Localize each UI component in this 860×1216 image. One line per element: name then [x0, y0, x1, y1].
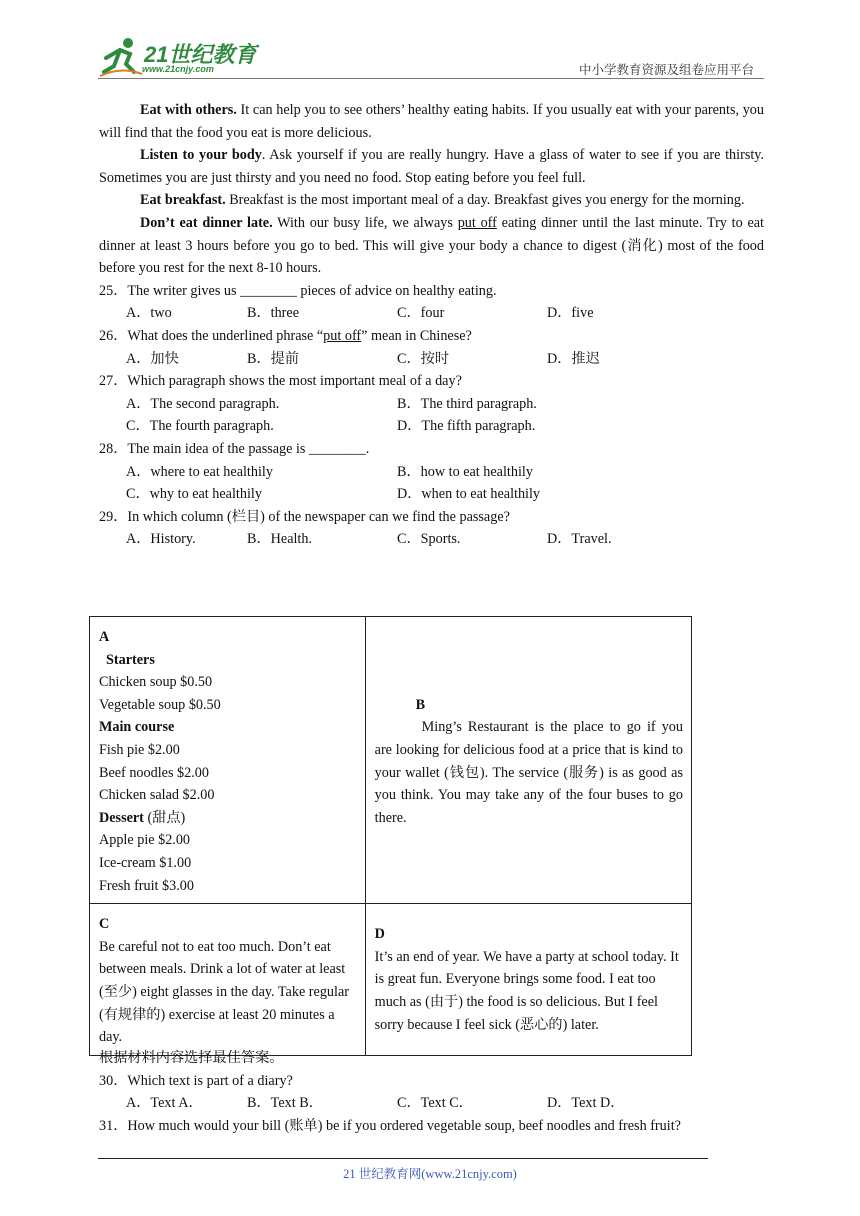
reading-section [99, 99, 764, 551]
option-c[interactable]: C．Text C． [397, 1095, 473, 1112]
menu-item: Ice-cream $1.00 [99, 854, 192, 871]
option-c[interactable]: C．按时 [397, 350, 450, 367]
menu-heading-dessert [99, 807, 357, 830]
logo-url: www.21cnjy.com [142, 64, 214, 74]
option-d[interactable]: D．five [547, 305, 594, 322]
instruction: 根据材料内容选择最佳答案。 [99, 1050, 284, 1066]
option-d[interactable]: D．推迟 [547, 350, 600, 367]
material-label: D [374, 926, 385, 943]
dessert-cn: (甜点) [143, 809, 186, 826]
material-text: It’s an end of year. We have a party at school today. It is great fun. Everyone brings some food. I eat too much as (由于) the food is so delicious. But I feel sorry because I feel sick (恶心的) later. [374, 948, 679, 1033]
paragraph-lead: Don’t eat dinner late. [140, 214, 273, 231]
page-header [98, 34, 764, 78]
option-c[interactable]: C．The fourth paragraph. [126, 418, 274, 435]
question-stem [99, 325, 764, 348]
option-b[interactable]: B．The third paragraph. [397, 395, 537, 412]
question-stem: 27．Which paragraph shows the most important meal of a day? [99, 373, 462, 390]
question-options [99, 393, 764, 416]
underlined-phrase: put off [457, 214, 497, 231]
menu-item: Fish pie $2.00 [99, 741, 180, 758]
option-d[interactable]: D．The fifth paragraph. [397, 418, 536, 435]
menu-item: Chicken soup $0.50 [99, 674, 213, 691]
question-stem: 31．How much would your bill (账单) be if you ordered vegetable soup, beef noodles and fresh fruit? [99, 1117, 681, 1134]
material-label: B [415, 696, 426, 713]
dessert-label: Dessert [99, 809, 144, 826]
question-stem: 25．The writer gives us ________ pieces of advice on healthy eating. [99, 282, 497, 299]
option-a[interactable]: A．The second paragraph. [126, 395, 280, 412]
question-options [99, 348, 764, 371]
passage-paragraph [99, 212, 764, 280]
menu-item: Beef noodles $2.00 [99, 764, 209, 781]
option-d[interactable]: D．Text D． [547, 1095, 625, 1112]
passage-paragraph [99, 189, 764, 212]
option-d[interactable]: D．Travel. [547, 531, 612, 548]
option-b[interactable]: B．how to eat healthily [397, 463, 533, 480]
stem-text: 26．What does the underlined phrase “ [99, 327, 324, 344]
material-d [365, 904, 691, 1056]
paragraph-lead: Eat breakfast. [140, 192, 226, 209]
menu-item: Fresh fruit $3.00 [99, 877, 194, 894]
material-c [90, 904, 366, 1056]
underlined-phrase: put off [323, 327, 362, 344]
paragraph-text: . Ask yourself if you are really hungry. Have a glass of water to see if you are thirsty. Sometimes you are just thirsty and you need no food. Stop eating before you feel full. [99, 147, 764, 186]
paragraph-lead: Listen to your body [140, 147, 262, 164]
option-a[interactable]: A．History. [126, 531, 196, 548]
option-c[interactable]: C．four [397, 305, 445, 322]
platform-title: 中小学教育资源及组卷应用平台 [578, 62, 754, 77]
material-a [90, 617, 366, 904]
option-b[interactable]: B．提前 [247, 350, 300, 367]
option-b[interactable]: B．Text B． [247, 1095, 323, 1112]
material-b [365, 617, 691, 904]
footer-rule [98, 1158, 708, 1159]
question-options [99, 415, 764, 438]
material-label: A [99, 629, 110, 645]
runner-logo-icon [98, 36, 144, 78]
menu-item: Apple pie $2.00 [99, 832, 191, 849]
paragraph-text: With our busy life, we always [272, 214, 458, 231]
option-b[interactable]: B．Health. [247, 531, 313, 548]
option-d[interactable]: D．when to eat healthily [397, 486, 541, 503]
question-stem: 29．In which column (栏目) of the newspaper can we find the passage? [99, 508, 510, 525]
header-rule [98, 78, 764, 79]
question-stem: 28．The main idea of the passage is ________. [99, 440, 370, 457]
material-label: C [99, 916, 110, 933]
option-c[interactable]: C．Sports. [397, 531, 461, 548]
option-a[interactable]: A．where to eat healthily [126, 463, 273, 480]
option-c[interactable]: C．why to eat healthily [126, 486, 262, 503]
menu-heading-main: Main course [99, 719, 175, 736]
option-a[interactable]: A．Text A． [126, 1095, 203, 1112]
question-stem: 30．Which text is part of a diary? [99, 1072, 293, 1089]
question-options [99, 483, 764, 506]
paragraph-text: Breakfast is the most important meal of a day. Breakfast gives you energy for the morning. [225, 192, 745, 209]
material-text: Be careful not to eat too much. Don’t eat between meals. Drink a lot of water at least (至少) eight glasses in the day. Take regular (有规律的) exercise at least 20 minutes a day. [99, 938, 349, 1046]
question-options [99, 528, 764, 551]
question-options [99, 302, 764, 325]
page-footer[interactable]: 21 世纪教育网(www.21cnjy.com) [343, 1167, 517, 1181]
question-options [99, 461, 764, 484]
materials-table [89, 616, 692, 1056]
paragraph-text: It can help you to see others’ healthy eating habits. If you usually eat with your parents, you will find that the food you eat is more delicious. [99, 102, 764, 141]
option-b[interactable]: B．three [247, 305, 300, 322]
menu-item: Chicken salad $2.00 [99, 787, 215, 804]
option-a[interactable]: A．two [126, 305, 172, 322]
menu-item: Vegetable soup $0.50 [99, 696, 221, 713]
material-text: Ming’s Restaurant is the place to go if you are looking for delicious food at a price that is kind to your wallet (钱包). The service (服务) is as good as you think. You may take any of the four buses to go there. [374, 719, 683, 826]
menu-heading-starters: Starters [106, 651, 155, 668]
question-options [99, 1092, 764, 1115]
paragraph-text: eating dinner until the last minute. Try to eat dinner at least 3 hours before you go to bed. This will give your body a chance to digest (消化) most of the food before you rest for the next 8-10 hours. [99, 214, 764, 277]
paragraph-lead: Eat with others. [140, 102, 237, 118]
material-questions [99, 1047, 764, 1137]
logo-brand: 21世纪教育 [144, 42, 257, 67]
passage-paragraph [99, 144, 764, 189]
option-a[interactable]: A．加快 [126, 350, 179, 367]
stem-text: ” mean in Chinese? [361, 327, 472, 344]
logo [98, 36, 268, 78]
passage-paragraph [99, 99, 764, 144]
